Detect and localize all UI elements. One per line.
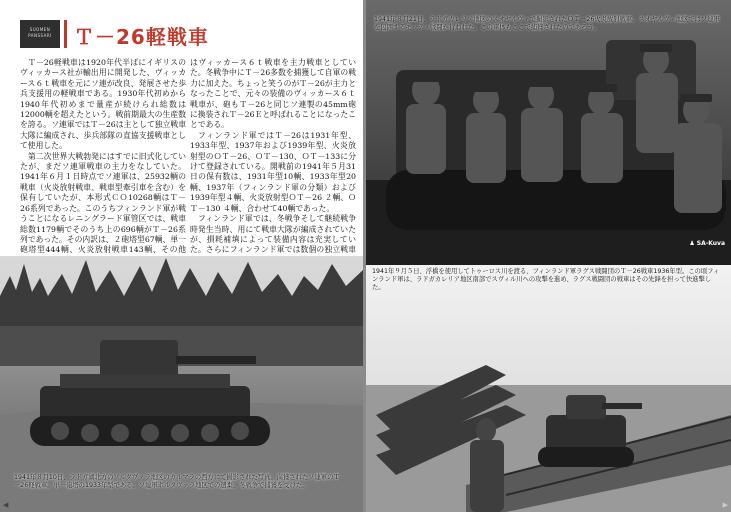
body-column-1 [20,58,186,277]
photo-credit [689,240,725,247]
series-label [20,20,60,48]
caption-bottom-photo: 1941年９月５日、浮橋を使用してトゥーロス川を渡る、フィンランド軍ラグス戦闘団のＴ－26戦車1936年型。この頃フィンランド軍は、ラドガカレリア地区南部でスヴィル川への攻撃を進め、ラグス戦闘団の戦車はその先鋒を担って快進撃した。 [372,268,720,292]
left-page [0,0,363,512]
photo-soldiers-on-tank [366,0,731,262]
caption-top-photo: 1941年８月21日、ラドガカレリア地区のスオヤルヴィで撮影されたＯＴ－26火炎放射戦車。スオヤルヴィ地区ではソ連軍を包囲するモッティ戦闘が行われた。この車体もここで捕獲されたのであろう。 [374,16,720,32]
next-page-arrow[interactable]: ▶ [722,501,728,509]
body-paragraph: Ｔ－26軽戦車は1920年代半ばにイギリスのヴィッカース社が輸出用に開発した、ヴィッカース６ｔ戦車を元にソ連が改良、発展させた歩兵支援用の軽戦車である。1930年代初めから1940年代初めまで量産が続けられ総数は12000輌を超えたという。戦前期最大の生産数を誇る。ソ連軍ではＴ－26は主として独立戦車大隊に編成され、歩兵部隊の直協支援戦車として使用した。 [20,58,186,151]
photo-illustration [366,0,731,262]
series-line-1: SUOMEN [29,27,51,32]
body-paragraph: フィンランド軍ではＴ－26は1931年型、1933年型、1937年および1939年型、火炎放射型のＯＴ－26、ＯＴ－130、ＯＴ－133に分けて登録されている。開戦前の1941年５月31日の保有数は、1931年型10輌、1933年型20輌、1937年（フィンランド軍の分類）および1939年型４輌、火炎放射型ＯＴ－26 ２輌、ＯＴ－130 ４輌、合わせて40輌であった。 [190,130,356,213]
photo-credit-label: SA-Kuva [696,240,725,247]
prev-page-arrow[interactable]: ◀ [3,501,9,509]
body-paragraph: 第二次世界大戦勃発にはすでに旧式化していたが、まだソ連軍戦車の主力をなしていた。1941年６月１日時点でソ連軍は、25932輌の戦車（火炎放射戦車、戦車型牽引車を含む）を保有していたが、本形式ＣＯ10268輌はＴ－26系列であった。このうちフィンランド軍が戦うことになるレニングラード軍管区では、戦車総数1179輌でそのうち上の696輌がＴ－26系列であった。その内訳は、２砲塔型67輌、単一砲塔型444輌、火炎放射戦車143輌、その他 [20,151,186,255]
title-accent-rule [64,20,67,48]
photo-illustration [366,265,731,512]
body-paragraph: はヴィッカース６ｔ戦車を主力戦車としていた。冬戦争中にＴ－26多数を捕獲して自軍の戦力に加えた。ちょっと笑うのがＴ－26が主力となったことで、元々の装備のヴィッカース６ｔ戦車が、砲もＴ－26と同じソ連製の45mm砲に換装されＴ－26Ｅと呼ばれることになったことである。 [190,58,356,130]
right-page [366,0,731,512]
article-title: Ｔ－26軽戦車 [74,25,209,49]
body-column-2 [190,58,356,277]
series-line-2: PANSSARI [28,33,52,38]
photo-tank-on-bridge [366,265,731,512]
caption-left-photo: 1941年８月10日、ラドガ湖北方のソルタヴァラ地区のカルマラの西方にて撮影された写真。鹵獲されたソ連軍のＴ－26軽戦車。単一砲塔の1933年型である。ソ連軍ホルタヴァラ地区での遺棄、冬戦争で捕獲を受けた。 [14,474,340,490]
soldier-icon: ♟ [689,240,695,247]
body-paragraph: フィンランド軍では、冬戦争そして継続戦争時発生当時、用にて戦車大隊が編成されていたが、損耗補填によって装備内容は充実していた。さらにフィンランド軍では数個の独立戦車 [190,214,356,255]
title-block [20,20,350,50]
